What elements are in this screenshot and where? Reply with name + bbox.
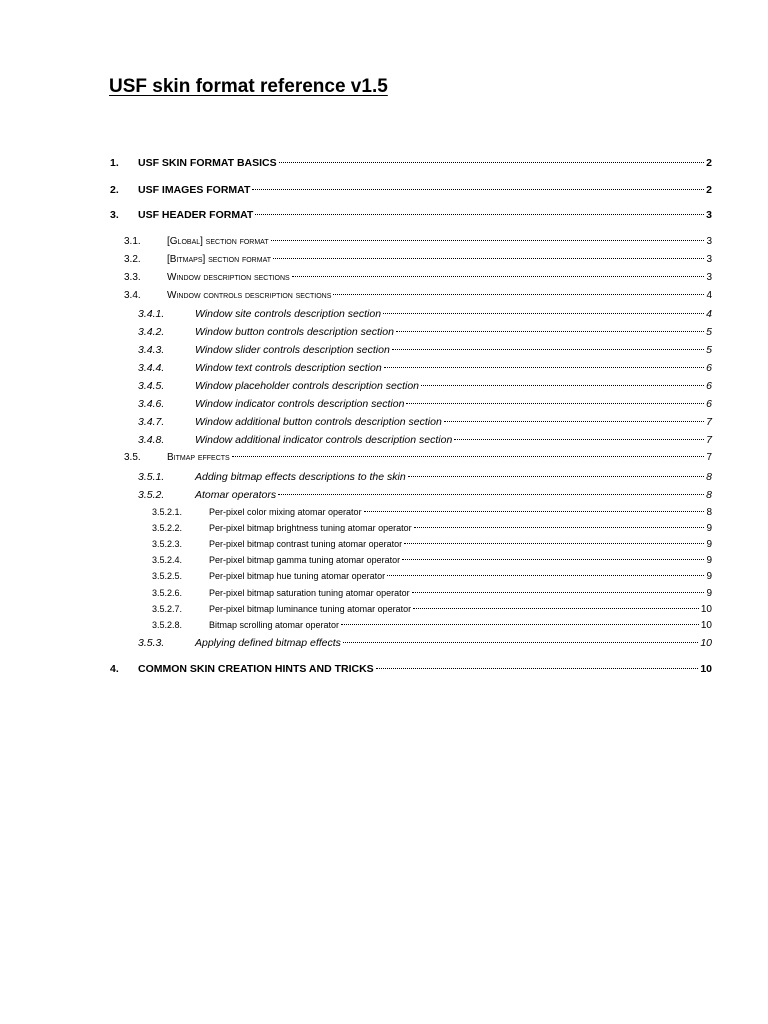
- dot-leader: [279, 162, 705, 163]
- toc-entry-page: 2: [706, 184, 712, 196]
- toc-entry[interactable]: [138, 489, 712, 501]
- toc-entry-number: 3.5.1.: [138, 471, 165, 483]
- toc-entry-title: Window additional indicator controls description section: [195, 434, 453, 446]
- dot-leader: [408, 476, 704, 477]
- toc-entry-page: 8: [706, 471, 712, 483]
- toc-entry[interactable]: [138, 637, 712, 649]
- toc-entry-title: Per-pixel color mixing atomar operator: [209, 507, 362, 517]
- toc-entry-title: Window text controls description section: [195, 362, 382, 374]
- toc-entry-number: 3.4.3.: [138, 344, 165, 356]
- toc-entry-number: 3.5.2.2.: [152, 523, 183, 533]
- toc-entry-title: Per-pixel bitmap contrast tuning atomar operator: [209, 539, 403, 549]
- toc-entry-number: 3.4.2.: [138, 326, 165, 338]
- toc-entry-number: 3.5.2.6.: [152, 588, 183, 598]
- dot-leader: [252, 189, 704, 190]
- toc-entry-page: 10: [700, 604, 712, 615]
- toc-entry[interactable]: [138, 362, 712, 374]
- toc-entry[interactable]: [152, 539, 712, 550]
- dot-leader: [444, 421, 704, 422]
- toc-entry-title: Adding bitmap effects descriptions to the skin: [195, 471, 406, 483]
- dot-leader: [421, 385, 704, 386]
- dot-leader: [341, 624, 699, 625]
- toc-entry[interactable]: [138, 398, 712, 410]
- toc-entry-page: 9: [706, 523, 712, 534]
- toc-entry[interactable]: [124, 452, 712, 463]
- dot-leader: [392, 349, 704, 350]
- toc-entry-number: 3.4.6.: [138, 398, 165, 410]
- toc-entry-number: 3.5.2.7.: [152, 604, 183, 614]
- toc-entry[interactable]: [110, 209, 712, 221]
- toc-entry-number: 3.3.: [124, 272, 141, 283]
- toc-entry[interactable]: [124, 290, 712, 301]
- toc-entry-title: Window description sections: [167, 272, 290, 283]
- toc-entry-title: Atomar operators: [195, 489, 277, 501]
- toc-entry[interactable]: [138, 344, 712, 356]
- toc-entry-page: 8: [706, 507, 712, 518]
- toc-entry-page: 6: [706, 362, 712, 374]
- toc-entry-title: COMMON SKIN CREATION HINTS AND TRICKS: [138, 663, 374, 675]
- dot-leader: [333, 294, 704, 295]
- toc-entry-title: [Global] section format: [167, 236, 269, 247]
- toc-entry-title: Window additional button controls description section: [195, 416, 442, 428]
- toc-entry-page: 10: [700, 663, 712, 675]
- toc-entry-number: 3.5.2.3.: [152, 539, 183, 549]
- toc-entry[interactable]: [138, 434, 712, 446]
- toc-entry-page: 9: [706, 539, 712, 550]
- toc-entry-title: Window controls description sections: [167, 290, 332, 301]
- toc-entry[interactable]: [138, 416, 712, 428]
- toc-entry-number: 3.4.5.: [138, 380, 165, 392]
- toc-entry-page: 9: [706, 588, 712, 599]
- toc-entry-title: Applying defined bitmap effects: [195, 637, 341, 649]
- toc-entry[interactable]: [124, 272, 712, 283]
- toc-entry-page: 6: [706, 398, 712, 410]
- dot-leader: [278, 494, 704, 495]
- toc-entry-title: Per-pixel bitmap gamma tuning atomar operator: [209, 555, 401, 565]
- toc-entry-number: 3.5.2.1.: [152, 507, 183, 517]
- toc-entry[interactable]: [138, 380, 712, 392]
- toc-entry-page: 3: [706, 272, 712, 283]
- dot-leader: [413, 608, 699, 609]
- dot-leader: [271, 240, 705, 241]
- toc-entry-page: 6: [706, 380, 712, 392]
- toc-entry-page: 3: [706, 209, 712, 221]
- toc-entry-number: 2.: [110, 184, 119, 196]
- toc-entry-page: 7: [706, 434, 712, 446]
- toc-entry-title: Per-pixel bitmap brightness tuning atomar operator: [209, 523, 412, 533]
- toc-entry-title: Bitmap scrolling atomar operator: [209, 620, 340, 630]
- toc-entry-number: 3.5.: [124, 452, 141, 463]
- toc-entry-number: 3.4.4.: [138, 362, 165, 374]
- dot-leader: [387, 575, 704, 576]
- dot-leader: [384, 367, 704, 368]
- document-title: USF skin format reference v1.5: [109, 76, 388, 97]
- toc-entry-page: 3: [706, 236, 712, 247]
- toc-entry[interactable]: [138, 326, 712, 338]
- toc-entry-title: Window button controls description section: [195, 326, 394, 338]
- toc-entry[interactable]: [124, 254, 712, 265]
- toc-entry-number: 1.: [110, 157, 119, 169]
- toc-entry-number: 3.: [110, 209, 119, 221]
- dot-leader: [454, 439, 704, 440]
- toc-entry-page: 9: [706, 555, 712, 566]
- toc-entry[interactable]: [124, 236, 712, 247]
- toc-entry-page: 10: [700, 637, 712, 649]
- toc-entry-title: Window site controls description section: [195, 308, 382, 320]
- toc-entry[interactable]: [110, 157, 712, 169]
- dot-leader: [364, 511, 705, 512]
- toc-entry-page: 7: [706, 452, 712, 463]
- toc-entry-title: Per-pixel bitmap luminance tuning atomar operator: [209, 604, 412, 614]
- toc-entry-number: 3.5.2.8.: [152, 620, 183, 630]
- toc-entry-page: 5: [706, 326, 712, 338]
- dot-leader: [343, 642, 698, 643]
- dot-leader: [412, 592, 705, 593]
- toc-entry-title: Window indicator controls description section: [195, 398, 405, 410]
- toc-entry[interactable]: [152, 620, 712, 631]
- toc-entry-number: 3.5.2.5.: [152, 571, 183, 581]
- toc-entry[interactable]: [152, 588, 712, 599]
- toc-entry-page: 9: [706, 571, 712, 582]
- toc-entry-number: 3.5.2.: [138, 489, 165, 501]
- dot-leader: [292, 276, 705, 277]
- toc-entry-title: USF HEADER FORMAT: [138, 209, 254, 221]
- toc-entry-page: 10: [700, 620, 712, 631]
- toc-entry[interactable]: [138, 471, 712, 483]
- toc-entry-title: USF SKIN FORMAT BASICS: [138, 157, 277, 169]
- toc-entry[interactable]: [152, 555, 712, 566]
- toc-entry-title: Per-pixel bitmap hue tuning atomar operator: [209, 571, 386, 581]
- toc-entry-number: 3.1.: [124, 236, 141, 247]
- toc-entry-title: [Bitmaps] section format: [167, 254, 271, 265]
- dot-leader: [396, 331, 704, 332]
- toc-entry[interactable]: [152, 507, 712, 518]
- toc-entry-page: 7: [706, 416, 712, 428]
- toc-entry-title: Bitmap effects: [167, 452, 230, 463]
- toc-entry-number: 4.: [110, 663, 119, 675]
- dot-leader: [273, 258, 704, 259]
- toc-entry-number: 3.2.: [124, 254, 141, 265]
- dot-leader: [414, 527, 705, 528]
- toc-entry-number: 3.4.8.: [138, 434, 165, 446]
- dot-leader: [255, 214, 704, 215]
- dot-leader: [404, 543, 704, 544]
- toc-entry[interactable]: [110, 184, 712, 196]
- toc-entry-page: 4: [706, 308, 712, 320]
- toc-entry-title: Per-pixel bitmap saturation tuning atomar operator: [209, 588, 410, 598]
- toc-entry-page: 2: [706, 157, 712, 169]
- toc-entry[interactable]: [152, 604, 712, 615]
- dot-leader: [402, 559, 704, 560]
- dot-leader: [406, 403, 704, 404]
- toc-entry[interactable]: [152, 571, 712, 582]
- toc-entry[interactable]: [152, 523, 712, 534]
- toc-entry-number: 3.4.1.: [138, 308, 165, 320]
- toc-entry-title: Window slider controls description section: [195, 344, 390, 356]
- toc-entry[interactable]: [138, 308, 712, 320]
- dot-leader: [232, 456, 705, 457]
- toc-entry-number: 3.5.3.: [138, 637, 165, 649]
- toc-entry-title: USF IMAGES FORMAT: [138, 184, 251, 196]
- toc-entry-page: 5: [706, 344, 712, 356]
- dot-leader: [376, 668, 699, 669]
- toc-entry-number: 3.4.7.: [138, 416, 165, 428]
- toc-entry[interactable]: [110, 663, 712, 675]
- toc-entry-title: Window placeholder controls description section: [195, 380, 420, 392]
- toc-entry-number: 3.5.2.4.: [152, 555, 183, 565]
- toc-entry-page: 4: [706, 290, 712, 301]
- toc-entry-page: 8: [706, 489, 712, 501]
- toc-entry-page: 3: [706, 254, 712, 265]
- dot-leader: [383, 313, 704, 314]
- toc-entry-number: 3.4.: [124, 290, 141, 301]
